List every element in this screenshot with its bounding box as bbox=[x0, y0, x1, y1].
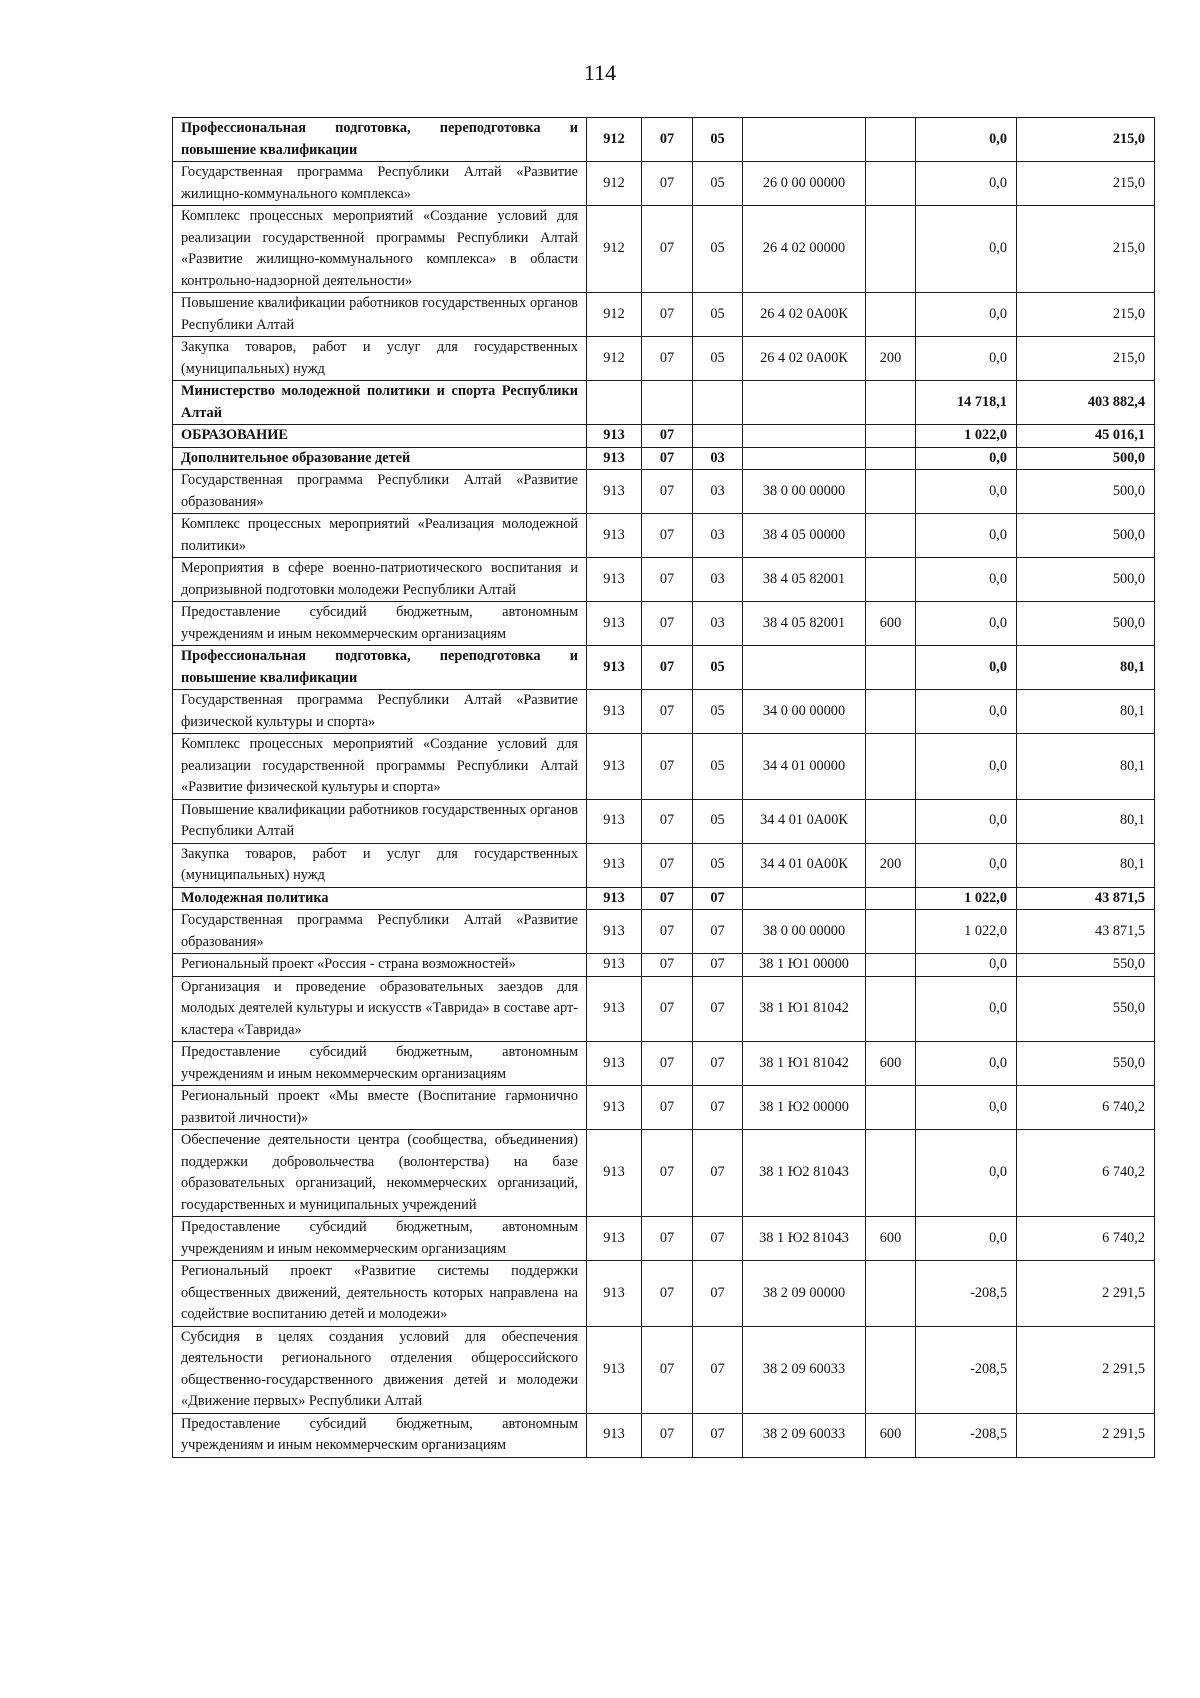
cell-grbs: 913 bbox=[587, 734, 642, 800]
cell-expense-type bbox=[866, 1261, 916, 1327]
cell-amount-total: 43 871,5 bbox=[1017, 910, 1155, 954]
table-row bbox=[173, 1086, 1155, 1130]
cell-name: Закупка товаров, работ и услуг для государственных (муниципальных) нужд bbox=[173, 843, 587, 887]
cell-section: 07 bbox=[642, 1413, 693, 1457]
table-row bbox=[173, 602, 1155, 646]
cell-target-code: 38 1 Ю2 00000 bbox=[743, 1086, 866, 1130]
cell-amount-change: 0,0 bbox=[916, 206, 1017, 293]
cell-name: Организация и проведение образовательных заездов для молодых деятелей культуры и искусств «Таврида» в составе арт-кластера «Таврида» bbox=[173, 976, 587, 1042]
cell-subsection: 07 bbox=[693, 1261, 743, 1327]
cell-expense-type bbox=[866, 1326, 916, 1413]
cell-amount-total: 80,1 bbox=[1017, 690, 1155, 734]
cell-target-code: 26 4 02 0А00К bbox=[743, 337, 866, 381]
cell-grbs: 913 bbox=[587, 799, 642, 843]
cell-subsection bbox=[693, 381, 743, 425]
cell-amount-total: 215,0 bbox=[1017, 162, 1155, 206]
cell-section: 07 bbox=[642, 887, 693, 910]
cell-section: 07 bbox=[642, 118, 693, 162]
cell-expense-type bbox=[866, 118, 916, 162]
cell-amount-total: 500,0 bbox=[1017, 447, 1155, 470]
cell-amount-total: 500,0 bbox=[1017, 470, 1155, 514]
table-row bbox=[173, 425, 1155, 448]
cell-grbs: 913 bbox=[587, 843, 642, 887]
cell-expense-type: 600 bbox=[866, 1042, 916, 1086]
cell-name: Комплекс процессных мероприятий «Создание условий для реализации государственной программы Республики Алтай «Развитие жилищно-коммунального комплекса» в области контрольно-надзорной деятельности» bbox=[173, 206, 587, 293]
cell-amount-total: 550,0 bbox=[1017, 1042, 1155, 1086]
cell-section: 07 bbox=[642, 1261, 693, 1327]
cell-amount-change: -208,5 bbox=[916, 1326, 1017, 1413]
table-row bbox=[173, 470, 1155, 514]
cell-subsection: 07 bbox=[693, 1217, 743, 1261]
table-row bbox=[173, 1326, 1155, 1413]
cell-expense-type bbox=[866, 690, 916, 734]
table-row bbox=[173, 1042, 1155, 1086]
cell-name: Региональный проект «Россия - страна возможностей» bbox=[173, 954, 587, 977]
cell-target-code: 34 0 00 00000 bbox=[743, 690, 866, 734]
cell-subsection: 05 bbox=[693, 734, 743, 800]
cell-target-code: 34 4 01 00000 bbox=[743, 734, 866, 800]
table-row bbox=[173, 954, 1155, 977]
cell-section: 07 bbox=[642, 976, 693, 1042]
cell-section: 07 bbox=[642, 206, 693, 293]
cell-grbs: 913 bbox=[587, 887, 642, 910]
cell-target-code bbox=[743, 646, 866, 690]
cell-name: Министерство молодежной политики и спорта Республики Алтай bbox=[173, 381, 587, 425]
table-row bbox=[173, 799, 1155, 843]
cell-subsection: 03 bbox=[693, 514, 743, 558]
cell-subsection: 05 bbox=[693, 799, 743, 843]
cell-grbs: 913 bbox=[587, 1326, 642, 1413]
cell-subsection: 05 bbox=[693, 118, 743, 162]
cell-name: Государственная программа Республики Алтай «Развитие жилищно-коммунального комплекса» bbox=[173, 162, 587, 206]
cell-amount-total: 43 871,5 bbox=[1017, 887, 1155, 910]
cell-expense-type bbox=[866, 910, 916, 954]
cell-section: 07 bbox=[642, 1042, 693, 1086]
cell-grbs bbox=[587, 381, 642, 425]
cell-amount-total: 550,0 bbox=[1017, 954, 1155, 977]
table-row bbox=[173, 118, 1155, 162]
cell-grbs: 913 bbox=[587, 690, 642, 734]
cell-section: 07 bbox=[642, 734, 693, 800]
cell-expense-type bbox=[866, 976, 916, 1042]
cell-subsection: 05 bbox=[693, 206, 743, 293]
cell-name: Субсидия в целях создания условий для обеспечения деятельности регионального отделения общероссийского общественно-государственного движения детей и молодежи «Движение первых» Республики Алтай bbox=[173, 1326, 587, 1413]
cell-subsection: 05 bbox=[693, 293, 743, 337]
table-row bbox=[173, 1130, 1155, 1217]
cell-grbs: 913 bbox=[587, 1086, 642, 1130]
table-row bbox=[173, 514, 1155, 558]
cell-section: 07 bbox=[642, 799, 693, 843]
cell-amount-total: 6 740,2 bbox=[1017, 1217, 1155, 1261]
cell-amount-change: 0,0 bbox=[916, 470, 1017, 514]
cell-grbs: 913 bbox=[587, 602, 642, 646]
cell-section: 07 bbox=[642, 470, 693, 514]
cell-grbs: 913 bbox=[587, 1042, 642, 1086]
cell-amount-total: 80,1 bbox=[1017, 799, 1155, 843]
cell-amount-change: 0,0 bbox=[916, 447, 1017, 470]
cell-amount-total: 80,1 bbox=[1017, 646, 1155, 690]
cell-expense-type: 600 bbox=[866, 1217, 916, 1261]
cell-expense-type bbox=[866, 447, 916, 470]
cell-expense-type: 200 bbox=[866, 337, 916, 381]
cell-subsection: 03 bbox=[693, 602, 743, 646]
cell-amount-total: 215,0 bbox=[1017, 337, 1155, 381]
cell-section: 07 bbox=[642, 646, 693, 690]
cell-grbs: 912 bbox=[587, 118, 642, 162]
cell-name: Государственная программа Республики Алтай «Развитие образования» bbox=[173, 910, 587, 954]
cell-amount-change: 0,0 bbox=[916, 602, 1017, 646]
page-number: 114 bbox=[583, 60, 617, 85]
cell-amount-change: 0,0 bbox=[916, 514, 1017, 558]
cell-amount-total: 80,1 bbox=[1017, 843, 1155, 887]
cell-amount-total: 45 016,1 bbox=[1017, 425, 1155, 448]
table-row bbox=[173, 381, 1155, 425]
cell-amount-change: 0,0 bbox=[916, 646, 1017, 690]
table-row bbox=[173, 447, 1155, 470]
cell-target-code: 38 1 Ю2 81043 bbox=[743, 1217, 866, 1261]
cell-name: Повышение квалификации работников государственных органов Республики Алтай bbox=[173, 293, 587, 337]
cell-expense-type bbox=[866, 887, 916, 910]
cell-grbs: 913 bbox=[587, 1261, 642, 1327]
table-row bbox=[173, 646, 1155, 690]
cell-name: Предоставление субсидий бюджетным, автономным учреждениям и иным некоммерческим организациям bbox=[173, 1042, 587, 1086]
cell-subsection: 07 bbox=[693, 887, 743, 910]
cell-target-code: 34 4 01 0А00К bbox=[743, 843, 866, 887]
cell-section: 07 bbox=[642, 162, 693, 206]
cell-expense-type bbox=[866, 1086, 916, 1130]
cell-section: 07 bbox=[642, 425, 693, 448]
cell-expense-type bbox=[866, 162, 916, 206]
cell-expense-type: 600 bbox=[866, 602, 916, 646]
cell-amount-change: 0,0 bbox=[916, 690, 1017, 734]
cell-amount-change: 1 022,0 bbox=[916, 425, 1017, 448]
table-row bbox=[173, 976, 1155, 1042]
cell-amount-change: -208,5 bbox=[916, 1261, 1017, 1327]
cell-grbs: 913 bbox=[587, 646, 642, 690]
cell-section: 07 bbox=[642, 1130, 693, 1217]
cell-target-code: 38 2 09 00000 bbox=[743, 1261, 866, 1327]
cell-target-code: 38 2 09 60033 bbox=[743, 1413, 866, 1457]
cell-amount-change: 14 718,1 bbox=[916, 381, 1017, 425]
cell-grbs: 913 bbox=[587, 1413, 642, 1457]
cell-subsection: 05 bbox=[693, 337, 743, 381]
budget-table bbox=[172, 117, 1155, 1458]
cell-section: 07 bbox=[642, 293, 693, 337]
table-row bbox=[173, 690, 1155, 734]
cell-name: Повышение квалификации работников государственных органов Республики Алтай bbox=[173, 799, 587, 843]
cell-amount-change: 0,0 bbox=[916, 954, 1017, 977]
cell-grbs: 913 bbox=[587, 976, 642, 1042]
cell-grbs: 913 bbox=[587, 1217, 642, 1261]
cell-target-code: 26 4 02 0А00К bbox=[743, 293, 866, 337]
cell-subsection: 03 bbox=[693, 447, 743, 470]
cell-amount-total: 6 740,2 bbox=[1017, 1086, 1155, 1130]
cell-name: Предоставление субсидий бюджетным, автономным учреждениям и иным некоммерческим организациям bbox=[173, 602, 587, 646]
cell-section: 07 bbox=[642, 910, 693, 954]
cell-subsection: 03 bbox=[693, 470, 743, 514]
cell-amount-total: 215,0 bbox=[1017, 206, 1155, 293]
cell-subsection: 05 bbox=[693, 162, 743, 206]
cell-target-code: 38 0 00 00000 bbox=[743, 470, 866, 514]
cell-section: 07 bbox=[642, 954, 693, 977]
cell-expense-type bbox=[866, 470, 916, 514]
cell-target-code: 38 1 Ю1 81042 bbox=[743, 976, 866, 1042]
cell-subsection: 05 bbox=[693, 690, 743, 734]
cell-section: 07 bbox=[642, 843, 693, 887]
table-row bbox=[173, 843, 1155, 887]
table-row bbox=[173, 887, 1155, 910]
cell-amount-change: 0,0 bbox=[916, 337, 1017, 381]
cell-amount-total: 2 291,5 bbox=[1017, 1261, 1155, 1327]
cell-amount-change: 0,0 bbox=[916, 293, 1017, 337]
cell-name: Комплекс процессных мероприятий «Создание условий для реализации государственной программы Республики Алтай «Развитие физической культуры и спорта» bbox=[173, 734, 587, 800]
cell-amount-total: 500,0 bbox=[1017, 558, 1155, 602]
table-row bbox=[173, 206, 1155, 293]
cell-name: Молодежная политика bbox=[173, 887, 587, 910]
cell-amount-total: 6 740,2 bbox=[1017, 1130, 1155, 1217]
cell-target-code: 38 1 Ю2 81043 bbox=[743, 1130, 866, 1217]
cell-subsection: 07 bbox=[693, 1413, 743, 1457]
cell-target-code: 38 1 Ю1 00000 bbox=[743, 954, 866, 977]
cell-amount-total: 550,0 bbox=[1017, 976, 1155, 1042]
cell-target-code: 38 4 05 82001 bbox=[743, 602, 866, 646]
cell-grbs: 913 bbox=[587, 910, 642, 954]
cell-section: 07 bbox=[642, 337, 693, 381]
cell-name: Комплекс процессных мероприятий «Реализация молодежной политики» bbox=[173, 514, 587, 558]
cell-subsection: 07 bbox=[693, 1326, 743, 1413]
cell-section: 07 bbox=[642, 1326, 693, 1413]
table-row bbox=[173, 337, 1155, 381]
cell-amount-total: 403 882,4 bbox=[1017, 381, 1155, 425]
cell-amount-total: 215,0 bbox=[1017, 293, 1155, 337]
cell-amount-total: 2 291,5 bbox=[1017, 1326, 1155, 1413]
cell-expense-type bbox=[866, 954, 916, 977]
cell-amount-total: 2 291,5 bbox=[1017, 1413, 1155, 1457]
cell-amount-total: 500,0 bbox=[1017, 514, 1155, 558]
cell-subsection: 07 bbox=[693, 1042, 743, 1086]
table-row bbox=[173, 1217, 1155, 1261]
cell-section: 07 bbox=[642, 602, 693, 646]
cell-target-code: 38 4 05 00000 bbox=[743, 514, 866, 558]
cell-expense-type: 600 bbox=[866, 1413, 916, 1457]
cell-grbs: 913 bbox=[587, 514, 642, 558]
cell-name: Профессиональная подготовка, переподготовка и повышение квалификации bbox=[173, 118, 587, 162]
cell-subsection: 03 bbox=[693, 558, 743, 602]
cell-amount-change: 0,0 bbox=[916, 558, 1017, 602]
cell-expense-type bbox=[866, 425, 916, 448]
table-row bbox=[173, 734, 1155, 800]
cell-amount-change: 0,0 bbox=[916, 1086, 1017, 1130]
cell-amount-change: 0,0 bbox=[916, 1217, 1017, 1261]
cell-target-code: 26 0 00 00000 bbox=[743, 162, 866, 206]
cell-amount-total: 500,0 bbox=[1017, 602, 1155, 646]
cell-expense-type bbox=[866, 381, 916, 425]
cell-name: Региональный проект «Развитие системы поддержки общественных движений, деятельность которых направлена на содействие воспитанию детей и молодежи» bbox=[173, 1261, 587, 1327]
cell-subsection: 07 bbox=[693, 910, 743, 954]
cell-target-code bbox=[743, 118, 866, 162]
cell-grbs: 913 bbox=[587, 470, 642, 514]
cell-grbs: 912 bbox=[587, 206, 642, 293]
cell-expense-type bbox=[866, 514, 916, 558]
table-row bbox=[173, 1413, 1155, 1457]
cell-subsection: 05 bbox=[693, 843, 743, 887]
cell-section: 07 bbox=[642, 514, 693, 558]
cell-name: Региональный проект «Мы вместе (Воспитание гармонично развитой личности)» bbox=[173, 1086, 587, 1130]
cell-target-code: 26 4 02 00000 bbox=[743, 206, 866, 293]
cell-subsection: 07 bbox=[693, 976, 743, 1042]
cell-target-code bbox=[743, 887, 866, 910]
cell-section: 07 bbox=[642, 558, 693, 602]
cell-amount-change: -208,5 bbox=[916, 1413, 1017, 1457]
cell-name: Предоставление субсидий бюджетным, автономным учреждениям и иным некоммерческим организациям bbox=[173, 1413, 587, 1457]
cell-amount-change: 0,0 bbox=[916, 799, 1017, 843]
cell-amount-change: 0,0 bbox=[916, 118, 1017, 162]
cell-subsection: 07 bbox=[693, 1130, 743, 1217]
table-row bbox=[173, 558, 1155, 602]
cell-grbs: 913 bbox=[587, 954, 642, 977]
cell-name: Профессиональная подготовка, переподготовка и повышение квалификации bbox=[173, 646, 587, 690]
cell-target-code bbox=[743, 425, 866, 448]
cell-name: ОБРАЗОВАНИЕ bbox=[173, 425, 587, 448]
table-body bbox=[173, 118, 1155, 1458]
cell-expense-type bbox=[866, 734, 916, 800]
cell-section: 07 bbox=[642, 447, 693, 470]
cell-name: Предоставление субсидий бюджетным, автономным учреждениям и иным некоммерческим организациям bbox=[173, 1217, 587, 1261]
cell-expense-type bbox=[866, 558, 916, 602]
cell-amount-change: 0,0 bbox=[916, 734, 1017, 800]
table-row bbox=[173, 162, 1155, 206]
cell-subsection: 05 bbox=[693, 646, 743, 690]
cell-expense-type bbox=[866, 293, 916, 337]
cell-grbs: 912 bbox=[587, 337, 642, 381]
cell-section: 07 bbox=[642, 1217, 693, 1261]
cell-grbs: 912 bbox=[587, 293, 642, 337]
cell-section bbox=[642, 381, 693, 425]
cell-grbs: 913 bbox=[587, 558, 642, 602]
cell-expense-type: 200 bbox=[866, 843, 916, 887]
cell-amount-change: 0,0 bbox=[916, 162, 1017, 206]
cell-amount-change: 0,0 bbox=[916, 1130, 1017, 1217]
cell-grbs: 913 bbox=[587, 1130, 642, 1217]
cell-amount-change: 1 022,0 bbox=[916, 887, 1017, 910]
cell-subsection: 07 bbox=[693, 1086, 743, 1130]
cell-target-code: 38 0 00 00000 bbox=[743, 910, 866, 954]
cell-name: Государственная программа Республики Алтай «Развитие физической культуры и спорта» bbox=[173, 690, 587, 734]
table-row bbox=[173, 293, 1155, 337]
cell-amount-change: 0,0 bbox=[916, 1042, 1017, 1086]
cell-amount-change: 1 022,0 bbox=[916, 910, 1017, 954]
cell-name: Дополнительное образование детей bbox=[173, 447, 587, 470]
cell-name: Государственная программа Республики Алтай «Развитие образования» bbox=[173, 470, 587, 514]
cell-target-code: 34 4 01 0А00К bbox=[743, 799, 866, 843]
cell-target-code: 38 2 09 60033 bbox=[743, 1326, 866, 1413]
cell-amount-change: 0,0 bbox=[916, 976, 1017, 1042]
cell-expense-type bbox=[866, 206, 916, 293]
cell-name: Закупка товаров, работ и услуг для государственных (муниципальных) нужд bbox=[173, 337, 587, 381]
cell-amount-total: 80,1 bbox=[1017, 734, 1155, 800]
cell-expense-type bbox=[866, 1130, 916, 1217]
cell-amount-change: 0,0 bbox=[916, 843, 1017, 887]
cell-section: 07 bbox=[642, 1086, 693, 1130]
cell-expense-type bbox=[866, 646, 916, 690]
cell-subsection: 07 bbox=[693, 954, 743, 977]
cell-subsection bbox=[693, 425, 743, 448]
cell-target-code: 38 1 Ю1 81042 bbox=[743, 1042, 866, 1086]
table-row bbox=[173, 1261, 1155, 1327]
cell-target-code: 38 4 05 82001 bbox=[743, 558, 866, 602]
cell-name: Обеспечение деятельности центра (сообщества, объединения) поддержки добровольчества (волонтерства) на базе образовательных организаций, некоммерческих организаций, государственных и муниципальных учреждений bbox=[173, 1130, 587, 1217]
table-row bbox=[173, 910, 1155, 954]
cell-target-code bbox=[743, 381, 866, 425]
cell-grbs: 913 bbox=[587, 447, 642, 470]
cell-name: Мероприятия в сфере военно-патриотического воспитания и допризывной подготовки молодежи Республики Алтай bbox=[173, 558, 587, 602]
cell-section: 07 bbox=[642, 690, 693, 734]
cell-grbs: 913 bbox=[587, 425, 642, 448]
cell-target-code bbox=[743, 447, 866, 470]
cell-grbs: 912 bbox=[587, 162, 642, 206]
cell-expense-type bbox=[866, 799, 916, 843]
cell-amount-total: 215,0 bbox=[1017, 118, 1155, 162]
